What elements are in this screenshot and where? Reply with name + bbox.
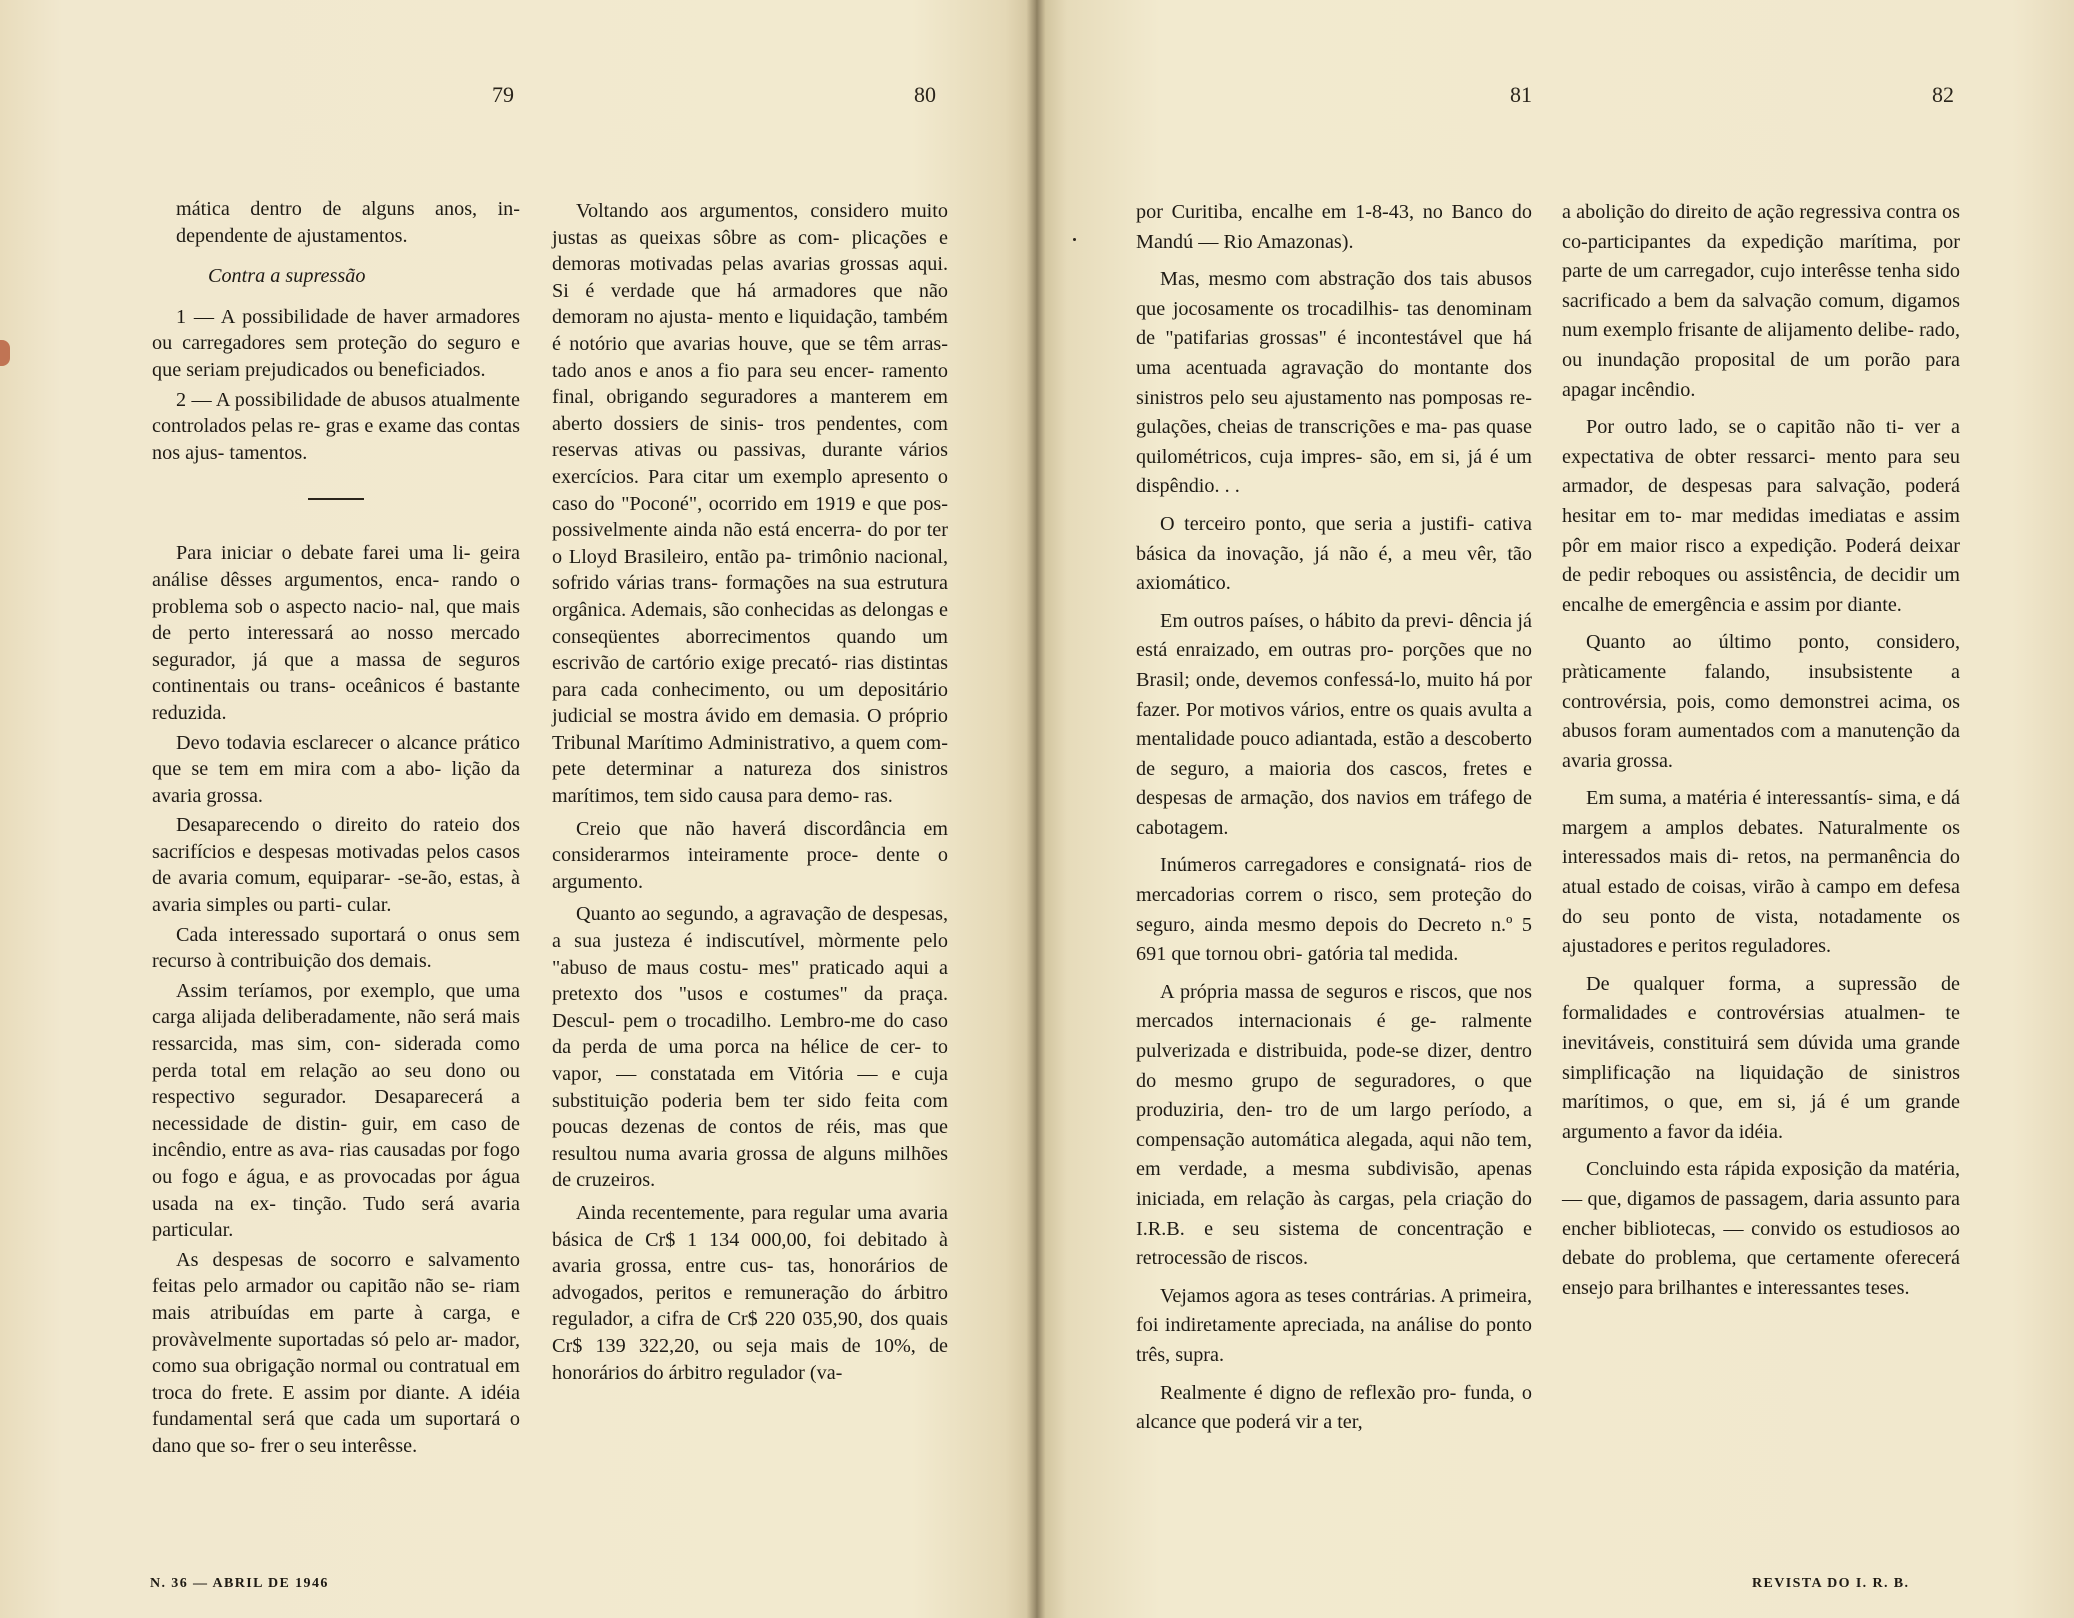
- book-gutter: [1026, 0, 1046, 1618]
- footer-journal: REVISTA DO I. R. B.: [1752, 1576, 1910, 1591]
- paragraph: Em suma, a matéria é interessantís- sima, e dá margem a amplos debates. Naturalmente os interessados mais di- retos, na permanência do atual estado de coisas, virão à campo em defesa do seu ponto de vista, notadamente os ajustadores e peritos reguladores.: [1562, 787, 1960, 958]
- page-edge-stain: [0, 340, 10, 366]
- page-number-80: 80: [914, 82, 936, 107]
- page-number-82: 82: [1932, 82, 1954, 107]
- section-divider: [308, 498, 364, 500]
- section-heading: Contra a supressão: [208, 265, 366, 288]
- column-page-79: [152, 196, 520, 1463]
- paragraph: Concluindo esta rápida exposição da matéria, — que, digamos de passagem, daria assunto para encher bibliotecas, — convido os estudiosos ao debate do problema, que certamente oferecerá ensejo para brilhantes e interessantes teses.: [1562, 1158, 1960, 1299]
- paragraph: O terceiro ponto, que seria a justifi- cativa básica da inovação, já não é, a meu vêr, tão axiomático.: [1136, 512, 1532, 595]
- paragraph: Realmente é digno de reflexão pro- funda, o alcance que poderá vir a ter,: [1136, 1381, 1532, 1434]
- right-page: [1036, 0, 2074, 1618]
- paragraph: a abolição do direito de ação regressiva contra os co-participantes da expedição marítima, por parte de um carregador, cujo interêsse tenha sido sacrificado a bem da salvação comum, digamos num exemplo frisante de alijamento delibe- rado, ou inundação proposital de um porão para apagar incêndio.: [1562, 201, 1960, 401]
- paragraph: Desaparecendo o direito do rateio dos sacrifícios e despesas motivadas pelos casos de avaria comum, equiparar- -se-ão, estas, à avaria simples ou parti- cular.: [152, 814, 520, 917]
- paragraph: As despesas de socorro e salvamento feitas pelo armador ou capitão não se- riam mais atribuídas em parte à carga, e provàvelmente suportadas só pelo ar- mador, como sua obrigação normal ou contratual em troca do frete. E assim por diante. A idéia fundamental será que cada um suportará o dano que so- frer o seu interêsse.: [152, 1248, 520, 1457]
- paragraph: Vejamos agora as teses contrárias. A primeira, foi indiretamente apreciada, na análise do ponto três, supra.: [1136, 1284, 1532, 1366]
- column-page-81: [1136, 198, 1532, 1446]
- paragraph: Em outros países, o hábito da previ- dência já está enraizado, em outras pro- porções que no Brasil; onde, devemos confessá-lo, muito há por fazer. Por motivos vários, entre os quais avulta a mentalidade pouco adiantada, estão a descoberto de seguro, a maioria dos cascos, fretes e despesas de armação, dos navios em tráfego de cabotagem.: [1136, 609, 1532, 839]
- list-item: 2 — A possibilidade de abusos atualmente controlados pelas re- gras e exame das contas nos ajus- tamentos.: [152, 388, 520, 464]
- paragraph: por Curitiba, encalhe em 1-8-43, no Banco do Mandú — Rio Amazonas).: [1136, 201, 1532, 253]
- left-page: [0, 0, 1036, 1618]
- column-page-82: [1562, 198, 1960, 1311]
- column-page-80: [552, 198, 948, 1389]
- paragraph: Quanto ao segundo, a agravação de despesas, a sua justeza é indiscutível, mòrmente pelo "abuso de maus costu- mes" praticado aqui a pretexto dos "usos e costumes" da praça. Descul- pem o trocadilho. Lembro-me do caso da perda de uma porca na hélice de cer- to vapor, — constatada em Vitória — e cuja substituição poderia bem ter sido feita com poucas dezenas de contos de réis, mas que resultou numa avaria grossa de alguns milhões de cruzeiros.: [552, 903, 948, 1192]
- paragraph: mática dentro de alguns anos, in- dependente de ajustamentos.: [176, 198, 520, 247]
- paragraph: Assim teríamos, por exemplo, que uma carga alijada deliberadamente, não será mais ressarcida, mas sim, con- siderada como perda total em relação ao seu dono ou respectivo segurador. Desaparecerá a necessidade de distin- guir, em caso de incêndio, entre as ava- rias causadas por fogo ou fogo e água, e as provocadas por água usada na ex- tinção. Tudo será avaria particular.: [152, 979, 520, 1242]
- paragraph: Cada interessado suportará o onus sem recurso à contribuição dos demais.: [152, 923, 520, 973]
- ink-speck: [1073, 238, 1076, 241]
- page-number-79: 79: [492, 82, 514, 107]
- paragraph: Para iniciar o debate farei uma li- geira análise dêsses argumentos, enca- rando o problema sob o aspecto nacio- nal, que mais de perto interessará ao nosso mercado segurador, já que a massa de seguros continentais ou trans- oceânicos é bastante reduzida.: [152, 542, 520, 724]
- list-item: 1 — A possibilidade de haver armadores ou carregadores sem proteção do seguro e que seriam prejudicados ou beneficiados.: [152, 305, 520, 381]
- footer-issue: N. 36 — ABRIL DE 1946: [150, 1576, 329, 1591]
- paragraph: Devo todavia esclarecer o alcance prático que se tem em mira com a abo- lição da avaria grossa.: [152, 731, 520, 807]
- page-number-81: 81: [1510, 82, 1532, 107]
- paragraph: Ainda recentemente, para regular uma avaria básica de Cr$ 1 134 000,00, foi debitado à avaria grossa, entre cus- tas, honorários de advogados, peritos e remuneração do árbitro regulador, a cifra de Cr$ 220 035,90, dos quais Cr$ 139 322,20, ou seja mais de 10%, de honorários do árbitro regulador (va-: [552, 1201, 948, 1384]
- paragraph: A própria massa de seguros e riscos, que nos mercados internacionais é ge- ralmente pulverizada e distribuida, pode-se dizer, dentro do mesmo grupo de seguradores, o que produziria, den- tro de um largo período, a compensação automática alegada, aqui não tem, em verdade, a mesma subdivisão, apenas iniciada, em relação às cargas, pela criação do I.R.B. e seu sistema de concentração e retrocessão de riscos.: [1136, 980, 1532, 1270]
- paragraph: Quanto ao último ponto, considero, pràticamente falando, insubsistente a controvérsia, pois, como demonstrei acima, os abusos foram aumentados com a manutenção da avaria grossa.: [1562, 631, 1960, 772]
- paragraph: Inúmeros carregadores e consignatá- rios de mercadorias correm o risco, sem proteção do seguro, ainda mesmo depois do Decreto n.º 5 691 que tornou obri- gatória tal medida.: [1136, 854, 1532, 966]
- paragraph: Voltando aos argumentos, considero muito justas as queixas sôbre as com- plicações e demoras motivadas pelas avarias grossas aqui. Si é verdade que há armadores que não demoram no ajusta- mento e liquidação, também é notório que avarias houve, que se têm arras- tado anos e anos a fio para seu encer- ramento final, obrigando seguradores a manterem em aberto dossiers de sinis- tros pendentes, com reservas ativas ou passivas, durante vários exercícios. Para citar um exemplo apresento o caso do "Poconé", ocorrido em 1919 e que pos- possivelmente ainda não está encerra- do por ter o Lloyd Brasileiro, então pa- trimônio nacional, sofrido várias trans- formações na sua estrutura orgânica. Ademais, são conhecidas as delongas e conseqüentes aborrecimentos quando um escrivão de cartório exige precató- rias distintas para cada conhecimento, ou um depositário judicial se mostra ávido em demasia. O próprio Tribunal Marítimo Administrativo, a quem com- pete determinar a natureza dos sinistros marítimos, tem sido causa para demo- ras.: [552, 200, 948, 808]
- paragraph: Mas, mesmo com abstração dos tais abusos que jocosamente os trocadilhis- tas denominam de "patifarias grossas" é incontestável que há uma acentuada agravação do montante dos sinistros pelo seu ajustamento nas pomposas re- gulações, cheias de transcrições e ma- pas quase quilométricos, cuja impres- são, em si, já é um dispêndio. . .: [1136, 268, 1532, 498]
- paragraph: Creio que não haverá discordância em considerarmos inteiramente proce- dente o argumento.: [552, 817, 948, 893]
- paragraph: Por outro lado, se o capitão não ti- ver a expectativa de obter ressarci- mento para seu armador, de despesas para salvação, poderá hesitar em to- mar medidas imediatas e assim pôr em maior risco a expedição. Poderá deixar de pedir reboques ou assistência, de decidir um encalhe de emergência e assim por diante.: [1562, 416, 1960, 616]
- paragraph: De qualquer forma, a supressão de formalidades e controvérsias atualmen- te inevitáveis, constituirá sem dúvida uma grande simplificação na liquidação de sinistros marítimos, o que, em si, já é um grande argumento a favor da idéia.: [1562, 972, 1960, 1143]
